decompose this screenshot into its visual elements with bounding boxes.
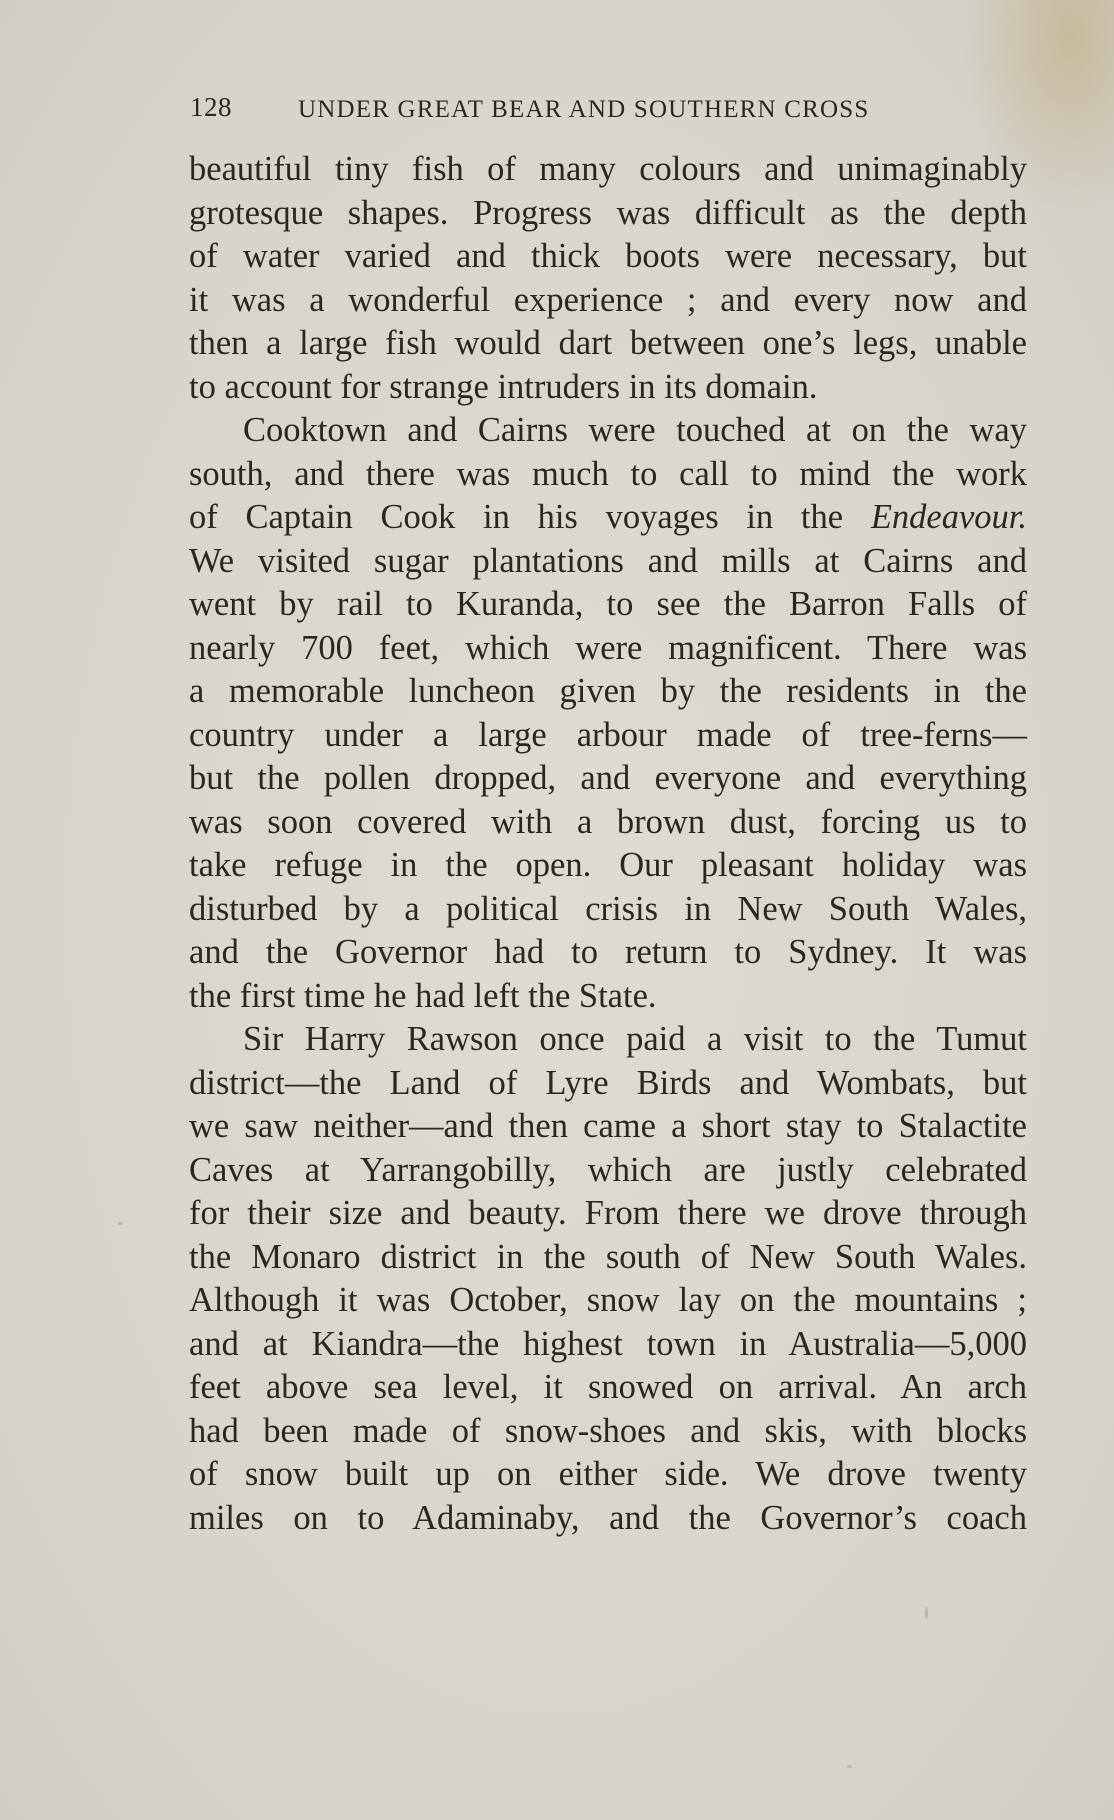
page-header xyxy=(190,92,925,128)
text-line: of snow built up on either side. We drove twenty xyxy=(189,1455,1027,1493)
text-line: we saw neither—and then came a short stay to Stalactite xyxy=(189,1107,1027,1145)
text-line: beautiful tiny fish of many colours and unimaginably xyxy=(189,150,1027,188)
paper-speck xyxy=(847,1765,852,1768)
text-line: feet above sea level, it snowed on arrival. An arch xyxy=(189,1368,1027,1406)
text-line: the Monaro district in the south of New South Wales. xyxy=(189,1237,1027,1276)
text-line: and the Governor had to return to Sydney. It was xyxy=(189,933,1027,971)
text-line: of water varied and thick boots were necessary, but xyxy=(189,237,1027,275)
text-line: miles on to Adaminaby, and the Governor’s coach xyxy=(189,1498,1027,1537)
text-line: south, and there was much to call to mind the work xyxy=(189,454,1027,493)
text-line: a memorable luncheon given by the residents in the xyxy=(189,672,1027,710)
text-line: went by rail to Kuranda, to see the Barron Falls of xyxy=(189,585,1027,623)
text-line: Although it was October, snow lay on the mountains ; xyxy=(189,1281,1027,1319)
text-line: Caves at Yarrangobilly, which are justly celebrated xyxy=(189,1150,1027,1189)
text-line: but the pollen dropped, and everyone and everything xyxy=(189,759,1027,797)
text-line: to account for strange intruders in its domain. xyxy=(189,367,818,406)
text-line: had been made of snow-shoes and skis, with blocks xyxy=(189,1411,1027,1450)
text-line: Cooktown and Cairns were touched at on the way xyxy=(243,411,1027,449)
page-number: 128 xyxy=(190,92,232,122)
text-line: nearly 700 feet, which were magnificent. There was xyxy=(189,628,1027,667)
running-head: UNDER GREAT BEAR AND SOUTHERN CROSS xyxy=(298,96,870,123)
paper-speck xyxy=(118,1222,123,1225)
text-line: the first time he had left the State. xyxy=(189,976,657,1015)
text-line: then a large fish would dart between one’s legs, unable xyxy=(189,324,1027,362)
text-line-part: of Captain Cook in his voyages in the xyxy=(189,498,871,536)
text-line-with-italic xyxy=(189,496,1027,540)
text-line: disturbed by a political crisis in New South Wales, xyxy=(189,889,1027,928)
text-line: was soon covered with a brown dust, forcing us to xyxy=(189,802,1027,841)
text-line: Sir Harry Rawson once paid a visit to the Tumut xyxy=(243,1020,1027,1058)
text-line: district—the Land of Lyre Birds and Wombats, but xyxy=(189,1063,1027,1102)
paper-speck xyxy=(925,1607,928,1619)
ship-name-italic: Endeavour. xyxy=(870,498,1027,536)
text-line: it was a wonderful experience ; and every now and xyxy=(189,280,1027,319)
text-line: grotesque shapes. Progress was difficult as the depth xyxy=(189,193,1027,232)
body-text xyxy=(189,148,1027,1540)
text-line: country under a large arbour made of tree-ferns— xyxy=(189,715,1027,754)
text-line: take refuge in the open. Our pleasant holiday was xyxy=(189,846,1027,884)
text-line: for their size and beauty. From there we drove through xyxy=(189,1194,1027,1232)
text-line: and at Kiandra—the highest town in Australia—5,000 xyxy=(189,1324,1027,1363)
text-line: We visited sugar plantations and mills at Cairns and xyxy=(189,541,1027,580)
